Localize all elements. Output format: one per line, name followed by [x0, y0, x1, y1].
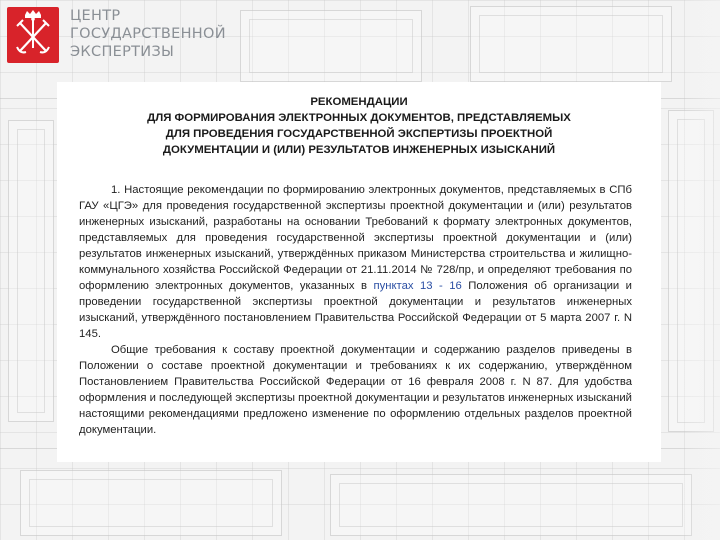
paragraph-2: Общие требования к составу проектной документации и содержанию разделов приведены в Положении о составе проектной документации и требованиях к их содержанию, утверждённом Постановлением Правительства Российской Федерации от 16 февраля 2008 г. N 87. Для удобства оформления и последующей экспертизы проектной документации и результатов инженерных изысканий настоящими рекомендациями предложено изменение по оформлению отдельных разделов проектной документации. [79, 344, 632, 436]
title-line: ДОКУМЕНТАЦИИ И (ИЛИ) РЕЗУЛЬТАТОВ ИНЖЕНЕРНЫХ ИЗЫСКАНИЙ [162, 144, 556, 156]
background-drawing-sheet [8, 120, 54, 422]
paragraph-1-text-continued: Положения об организации и проведении государственной экспертизы проектной документации и результатов инженерных изысканий, утверждённого постановлением Правительства Российской Федерации от 5 марта 2007 г. N 145. [79, 280, 632, 340]
saint-petersburg-coat-of-arms-icon [7, 7, 59, 63]
org-name-line: ЭКСПЕРТИЗЫ [70, 44, 175, 60]
document-page [57, 82, 661, 462]
points-13-16-link[interactable]: пунктах 13 - 16 [373, 280, 462, 292]
org-name-line: ГОСУДАРСТВЕННОЙ [70, 26, 226, 42]
edge-fade [680, 0, 720, 540]
background-drawing-sheet [470, 6, 672, 82]
paragraph-1-text: 1. Настоящие рекомендации по формированию электронных документов, представляемых в СПб ГАУ «ЦГЭ» для проведения государственной экспертизы проектной документации и (или) результатов инженерных изысканий, разработаны на основании Требований к формату электронных документов, представляемых для проведения государственной экспертизы проектной документации и (или) результатов инженерных изысканий, утверждённых приказом Министерства строительства и жилищно-коммунального хозяйства Российской Федерации от 21.11.2014 № 728/пр, и определяют требования по оформлению электронных документов, указанных в [79, 184, 632, 292]
title-line: ДЛЯ ФОРМИРОВАНИЯ ЭЛЕКТРОННЫХ ДОКУМЕНТОВ, ПРЕДСТАВЛЯЕМЫХ [147, 112, 571, 124]
background-drawing-sheet [20, 470, 282, 536]
title-line: РЕКОМЕНДАЦИИ [310, 96, 408, 108]
logo [7, 7, 59, 63]
paragraph-1 [79, 182, 632, 342]
organization-name [70, 7, 226, 61]
document-body [79, 182, 632, 438]
background-drawing-sheet [330, 474, 692, 536]
background-drawing-sheet [240, 10, 422, 82]
title-line: ДЛЯ ПРОВЕДЕНИЯ ГОСУДАРСТВЕННОЙ ЭКСПЕРТИЗЫ ПРОЕКТНОЙ [165, 128, 553, 140]
org-name-line: ЦЕНТР [70, 8, 121, 24]
document-title [57, 94, 661, 158]
